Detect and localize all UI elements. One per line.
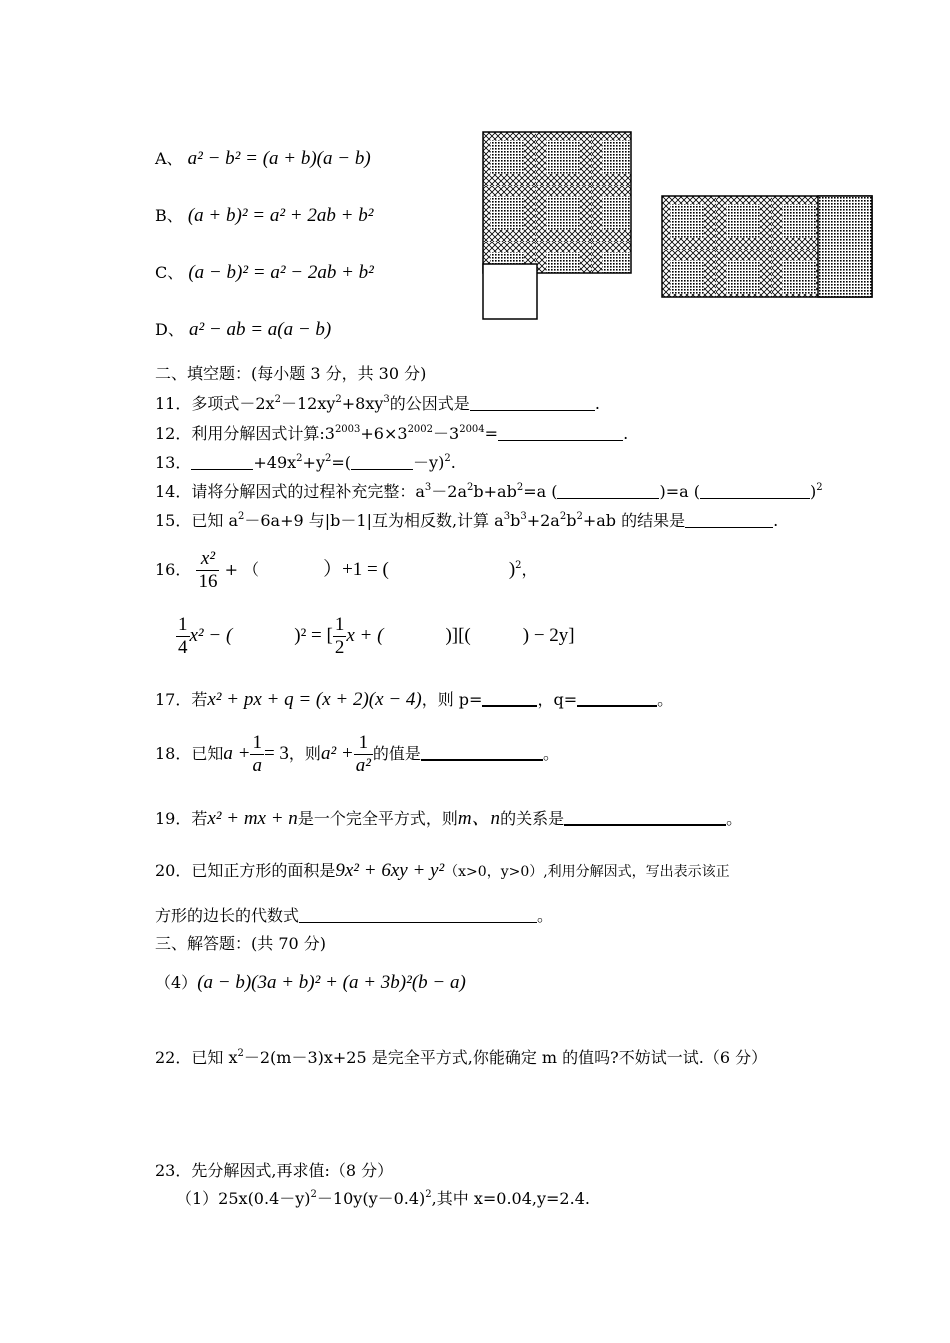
small-square <box>483 264 537 319</box>
q16: 16． $\frac{\text{x²}}{16}$ + （ ）+1 = ( )$^2$， <box>155 548 538 592</box>
q17: 17．若x² + px + q = (x + 2)(x − 4)，则 p= ，q= 。 <box>155 689 674 710</box>
q13-blank1[interactable] <box>191 455 253 470</box>
q19-blank[interactable] <box>564 810 726 826</box>
section2-title: 二、填空题：(每小题 3 分，共 30 分) <box>155 364 427 383</box>
choice-c-label: C、 <box>155 263 184 282</box>
q4: （4）(a − b)(3a + b)² + (a + 3b)²(b − a) <box>155 972 466 993</box>
q11-blank[interactable] <box>470 396 595 411</box>
q23: 23．先分解因式,再求值:（8 分） <box>155 1161 394 1180</box>
choice-a <box>155 146 371 170</box>
q12-blank[interactable] <box>498 426 623 441</box>
q20: 20．已知正方形的面积是9x² + 6xy + y²（x>0，y>0）,利用分解因式，写出表示该正 <box>155 860 730 881</box>
figure-rectangle <box>660 194 875 300</box>
choice-a-label: A、 <box>155 149 183 168</box>
choice-b-expr: (a + b)² = a² + 2ab + b² <box>187 205 374 226</box>
choice-c-expr: (a − b)² = a² − 2ab + b² <box>188 262 374 283</box>
choice-b <box>155 203 373 227</box>
q16-frac-quarter: $\frac{1}{4}$ <box>178 614 188 658</box>
figure-square-cutout <box>480 130 635 322</box>
q16-line2: $\frac{1}{4}$ x² − ( )² = [ $\frac{1}{2}$ x + ( )][( ) − 2y] <box>178 614 575 658</box>
q22: 22．已知 $x^2-2(m-3)x+25$ 是完全平方式,你能确定 m 的值吗?不妨试一试.（6 分） <box>155 1048 768 1067</box>
q14-blank2[interactable] <box>700 484 810 499</box>
q17-blank-p[interactable] <box>482 691 537 707</box>
choice-d-label: D、 <box>155 320 184 339</box>
rectangle-strip <box>818 196 872 297</box>
q12: 12．利用分解因式计算$:3^{2003}+6\times 3^{2002}-3^{2004}=$ . <box>155 424 629 443</box>
big-square <box>483 132 631 273</box>
choice-d-expr: a² − ab = a(a − b) <box>188 319 332 340</box>
q15-blank[interactable] <box>685 513 773 528</box>
q11: 11．多项式$-2x^2-12xy^2+8xy^3$的公因式是 . <box>155 394 600 413</box>
q18: 18．已知a + $\frac{1}{a}$ = 3，则a² + $\frac{1}{\text{a²}}$ 的值是 。 <box>155 732 559 776</box>
choice-c <box>155 260 374 284</box>
q20-line2: 方形的边长的代数式 。 <box>155 906 554 925</box>
q18-frac1: $\frac{1}{a}$ <box>252 732 262 776</box>
q16-frac-half: $\frac{1}{2}$ <box>334 614 345 658</box>
section3-title: 三、解答题：(共 70 分) <box>155 934 327 953</box>
q18-blank[interactable] <box>421 745 543 761</box>
q13: 13． $+49x^2+y^2=( -y)^2$. <box>155 453 456 472</box>
q20-blank[interactable] <box>299 908 537 923</box>
q13-blank2[interactable] <box>351 455 413 470</box>
q18-frac2: $\frac{1}{\text{a²}}$ <box>355 732 371 776</box>
q16-frac: $\frac{\text{x²}}{16}$ <box>198 548 218 592</box>
q14: 14．请将分解因式的过程补充完整：$a^3-2a^2b+ab^2=a$ ( )=a ( )$^2$ <box>155 482 823 501</box>
choice-d <box>155 317 331 341</box>
q19: 19．若x² + mx + n是一个完全平方式，则m、n的关系是 。 <box>155 808 743 829</box>
q14-blank1[interactable] <box>557 484 659 499</box>
q23-sub1: $(1)25x(0.4-y)^2-10y(y-0.4)^2$,其中 x=0.04,y=2.4. <box>176 1189 590 1208</box>
q17-blank-q[interactable] <box>577 691 657 707</box>
q15: 15．已知 $a^2-6a+9$ 与|b－1|互为相反数,计算 $a^3b^3+2a^2b^2+ab$ 的结果是 . <box>155 511 779 530</box>
choice-a-expr: a² − b² = (a + b)(a − b) <box>187 148 371 169</box>
choice-b-label: B、 <box>155 206 183 225</box>
